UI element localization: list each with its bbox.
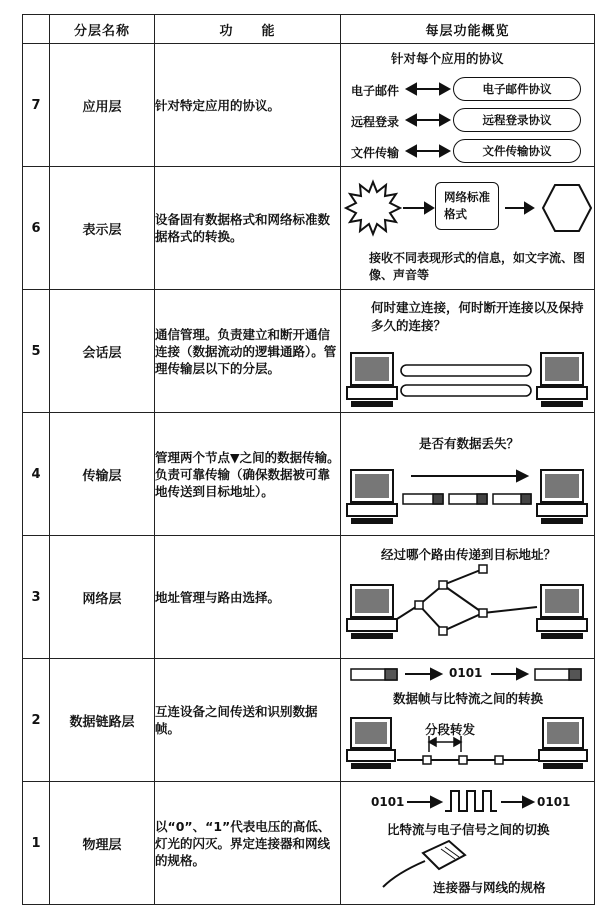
- computer-icon: [347, 470, 397, 524]
- routing-diagram: [341, 537, 594, 658]
- layer-name: 传输层: [50, 413, 155, 536]
- header-name: 分层名称: [50, 15, 155, 44]
- route-lines: [397, 569, 537, 631]
- computer-icon: [537, 353, 587, 407]
- illustration-caption: 比特流与电子信号之间的切换: [387, 821, 550, 837]
- illustration-title: 针对每个应用的协议: [391, 50, 504, 66]
- connection-pipe: [401, 385, 531, 396]
- layer-number: 7: [23, 44, 50, 167]
- computer-icon: [537, 470, 587, 524]
- table-row: [23, 413, 595, 536]
- right-arrow-icon: [491, 669, 527, 679]
- computer-icon: [347, 353, 397, 407]
- layer-function: 地址管理与路由选择。: [155, 536, 341, 659]
- layer-name: 网络层: [50, 536, 155, 659]
- table-row: [23, 44, 595, 167]
- layer-illustration: [341, 44, 595, 167]
- table-header-row: [23, 15, 595, 44]
- layer-number: 5: [23, 290, 50, 413]
- layer-function: 设备固有数据格式和网络标准数据格式的转换。: [155, 167, 341, 290]
- computer-icon: [347, 585, 397, 639]
- protocol-pill: 远程登录协议: [453, 108, 581, 132]
- layer-name: 数据链路层: [50, 659, 155, 782]
- protocol-pill: 电子邮件协议: [453, 77, 581, 101]
- app-label: 文件传输: [351, 145, 400, 160]
- app-label: 远程登录: [351, 114, 400, 129]
- layer-name: 表示层: [50, 167, 155, 290]
- right-arrow-icon: [407, 797, 441, 807]
- table-row: [23, 290, 595, 413]
- double-arrow-icon: [429, 736, 461, 752]
- table-row: [23, 167, 595, 290]
- session-diagram: [341, 291, 594, 412]
- computer-icon: [539, 718, 587, 769]
- layer-number: 3: [23, 536, 50, 659]
- starburst-icon: [346, 182, 400, 234]
- forwarding-label: 分段转发: [425, 721, 476, 737]
- square-wave-icon: [445, 791, 497, 811]
- right-arrow-icon: [411, 471, 527, 481]
- header-function: 功 能: [155, 15, 341, 44]
- connection-pipe: [401, 365, 531, 376]
- layer-number: 4: [23, 413, 50, 536]
- layer-name: 会话层: [50, 290, 155, 413]
- data-segment: [403, 494, 531, 504]
- computer-icon: [347, 718, 395, 769]
- layer-function: 管理两个节点▼之间的数据传输。负责可靠传输（确保数据被可靠地传送到目标地址）。: [155, 413, 341, 536]
- layer-function: 针对特定应用的协议。: [155, 44, 341, 167]
- transport-diagram: [341, 414, 594, 535]
- table-row: [23, 659, 595, 782]
- bits-label: 0101: [449, 665, 483, 680]
- layer-function: 互连设备之间传送和识别数据帧。: [155, 659, 341, 782]
- right-arrow-icon: [405, 669, 441, 679]
- illustration-title: 何时建立连接，何时断开连接以及保持多久的连接？: [371, 299, 584, 333]
- table-row: [23, 782, 595, 905]
- layer-function: 通信管理。负责建立和断开通信连接（数据流动的逻辑通路）。管理传输层以下的分层。: [155, 290, 341, 413]
- computer-icon: [537, 585, 587, 639]
- layer-number: 1: [23, 782, 50, 905]
- illustration-caption: 数据帧与比特流之间的转换: [393, 690, 544, 706]
- illustration-title: 经过哪个路由传递到目标地址？: [381, 546, 557, 562]
- layer-illustration: [341, 659, 595, 782]
- layer-name: 应用层: [50, 44, 155, 167]
- layer-illustration: [341, 290, 595, 413]
- table-row: [23, 536, 595, 659]
- illustration-title: 是否有数据丢失？: [419, 435, 520, 451]
- illustration-caption-2: 连接器与网线的规格: [433, 879, 546, 895]
- layer-function: 以“0”、“1”代表电压的高低、灯光的闪灭。界定连接器和网线的规格。: [155, 782, 341, 905]
- network-standard-box: 网络标准格式: [435, 182, 499, 230]
- layer-number: 6: [23, 167, 50, 290]
- header-overview: 每层功能概览: [341, 15, 595, 44]
- osi-table-sheet: [22, 14, 595, 904]
- layer-number: 2: [23, 659, 50, 782]
- osi-layer-table: [22, 14, 595, 905]
- layer-illustration: [341, 413, 595, 536]
- illustration-caption: 接收不同表现形式的信息，如文字流、图像、声音等: [369, 250, 586, 282]
- layer-illustration: [341, 536, 595, 659]
- layer-name: 物理层: [50, 782, 155, 905]
- layer-illustration: [341, 782, 595, 905]
- header-num: [23, 15, 50, 44]
- bits-label: 0101: [537, 794, 571, 809]
- protocol-pill: 文件传输协议: [453, 139, 581, 163]
- hexagon-icon: [543, 185, 591, 231]
- bits-label: 0101: [371, 794, 405, 809]
- right-arrow-icon: [501, 797, 533, 807]
- app-label: 电子邮件: [351, 83, 400, 98]
- layer-illustration: [341, 167, 595, 290]
